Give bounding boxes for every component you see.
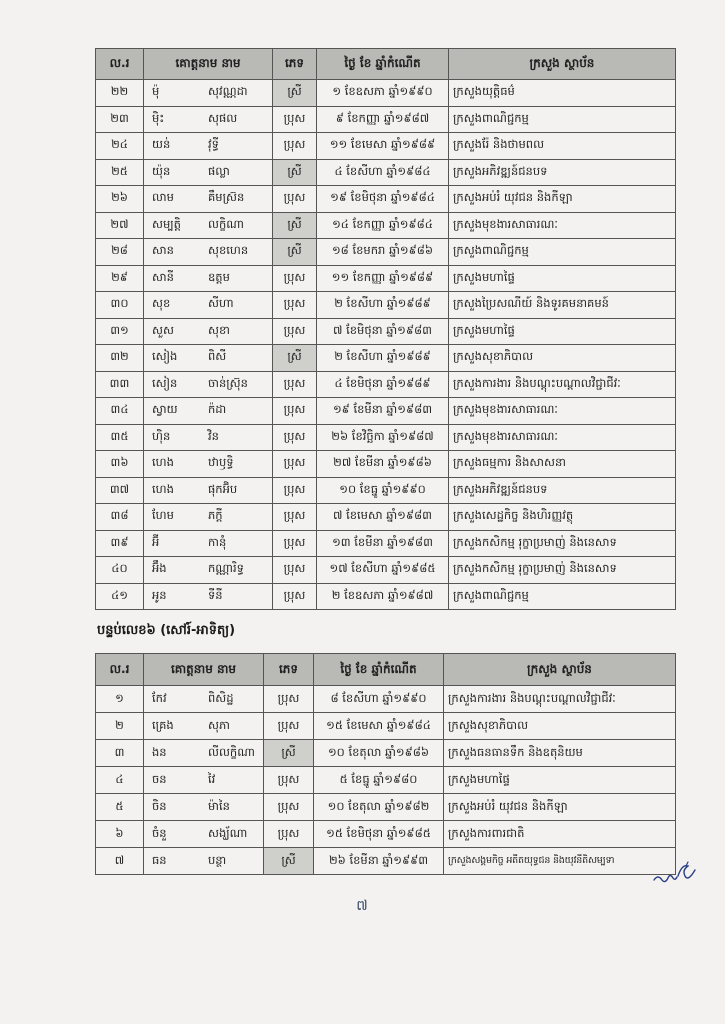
row-number: ២៩ — [96, 265, 144, 292]
full-name-cell — [144, 133, 273, 160]
row-number: ៣៣ — [96, 371, 144, 398]
full-name-cell — [144, 239, 273, 266]
row-number: ៣៧ — [96, 477, 144, 504]
table-row — [96, 583, 676, 610]
table-row — [96, 686, 676, 713]
full-name-cell — [144, 767, 264, 794]
table-row — [96, 345, 676, 372]
family-name: សម្បត្តិ — [152, 216, 181, 231]
birth-date-cell: ៥ ខែធ្នូ ឆ្នាំ១៩៨០ — [314, 767, 444, 794]
table-row — [96, 212, 676, 239]
sex-cell: ស្រី — [273, 212, 317, 239]
sex-cell: ប្រុស — [273, 318, 317, 345]
ministry-cell: ក្រសួងអប់រំ យុវជន និងកីឡា — [449, 186, 676, 213]
birth-date-cell: ១ ខែឧសភា ឆ្នាំ១៩៩០ — [317, 80, 449, 107]
table-row — [96, 767, 676, 794]
row-number: ៥ — [96, 794, 144, 821]
row-number: ២៨ — [96, 239, 144, 266]
birth-date-cell: ១០ ខែតុលា ឆ្នាំ១៩៨២ — [314, 794, 444, 821]
family-name: ងន — [152, 744, 167, 759]
row-number: ៤ — [96, 767, 144, 794]
ministry-cell: ក្រសួងមហាផ្ទៃ — [449, 265, 676, 292]
family-name: សុខ — [152, 296, 171, 311]
birth-date-cell: ១៣ ខែមីនា ឆ្នាំ១៩៨៣ — [317, 530, 449, 557]
header-name: គោត្តនាម នាម — [144, 654, 264, 686]
full-name-cell — [144, 292, 273, 319]
birth-date-cell: ១៨ ខែមករា ឆ្នាំ១៩៨៦ — [317, 239, 449, 266]
ministry-cell: ក្រសួងពាណិជ្ជកម្ម — [449, 106, 676, 133]
full-name-cell — [144, 80, 273, 107]
ministry-cell: ក្រសួងសុខាភិបាល — [444, 713, 676, 740]
family-name: ហេង — [152, 455, 174, 470]
row-number: ៣២ — [96, 345, 144, 372]
table-row — [96, 371, 676, 398]
given-name: សុខា — [208, 322, 230, 337]
sex-cell: ប្រុស — [273, 371, 317, 398]
birth-date-cell: ១៤ ខែកញ្ញា ឆ្នាំ១៩៨៤ — [317, 212, 449, 239]
family-name: ចិន — [152, 798, 167, 813]
family-name: សាន — [152, 243, 174, 258]
table-row — [96, 848, 676, 875]
table-row — [96, 713, 676, 740]
family-name: ម៉ិះ — [152, 110, 165, 125]
sex-cell: ប្រុស — [273, 424, 317, 451]
full-name-cell — [144, 371, 273, 398]
full-name-cell — [144, 212, 273, 239]
given-name: ឋាឫទ្ធិ — [208, 455, 234, 470]
header-dob: ថ្ងៃ ខែ ឆ្នាំកំណើត — [314, 654, 444, 686]
full-name-cell — [144, 740, 264, 767]
given-name: កានុំ — [208, 534, 227, 549]
full-name-cell — [144, 159, 273, 186]
ministry-cell: ក្រសួងសុខាភិបាល — [449, 345, 676, 372]
given-name: សុភា — [208, 717, 230, 732]
given-name: ពិសិដ្ឋ — [208, 690, 234, 705]
ministry-cell: ក្រសួងអភិវឌ្ឍន៍ជនបទ — [449, 159, 676, 186]
birth-date-cell: ៧ ខែមិថុនា ឆ្នាំ១៩៨៣ — [317, 318, 449, 345]
family-name: អ៊ឹង — [152, 561, 167, 576]
sex-cell: ស្រី — [264, 848, 314, 875]
row-number: ២៥ — [96, 159, 144, 186]
sex-cell: ស្រី — [273, 159, 317, 186]
row-number: ៣១ — [96, 318, 144, 345]
ministry-cell: ក្រសួងអភិវឌ្ឍន៍ជនបទ — [449, 477, 676, 504]
row-number: ២៦ — [96, 186, 144, 213]
full-name-cell — [144, 583, 273, 610]
sex-cell: ប្រុស — [273, 133, 317, 160]
family-name: ចំនួ — [152, 825, 167, 840]
ministry-cell: ក្រសួងប្រៃសណីយ៍ និងទូរគមនាគមន៍ — [449, 292, 676, 319]
ministry-cell: ក្រសួងរ៉ែ និងថាមពល — [449, 133, 676, 160]
given-name: វៃ — [208, 771, 216, 786]
header-ministry: ក្រសួង ស្ថាប័ន — [444, 654, 676, 686]
family-name: ស្វាយ — [152, 402, 178, 417]
table-row — [96, 557, 676, 584]
given-name: វុទ្ធី — [208, 137, 219, 152]
table-row — [96, 398, 676, 425]
table-row — [96, 477, 676, 504]
ministry-cell: ក្រសួងធម្មការ និងសាសនា — [449, 451, 676, 478]
header-dob: ថ្ងៃ ខែ ឆ្នាំកំណើត — [317, 49, 449, 80]
table-row — [96, 530, 676, 557]
sex-cell: ប្រុស — [273, 292, 317, 319]
family-name: ហេង — [152, 481, 174, 496]
full-name-cell — [144, 821, 264, 848]
birth-date-cell: ២៧ ខែមីនា ឆ្នាំ១៩៨៦ — [317, 451, 449, 478]
sex-cell: ប្រុស — [264, 821, 314, 848]
given-name: ឧត្ដម — [208, 269, 230, 284]
sex-cell: ប្រុស — [273, 106, 317, 133]
row-number: ៣៩ — [96, 530, 144, 557]
family-name: ហ៊ិន — [152, 428, 171, 443]
birth-date-cell: ៩ ខែកញ្ញា ឆ្នាំ១៩៨៧ — [317, 106, 449, 133]
birth-date-cell: ១៥ ខែមេសា ឆ្នាំ១៩៨៤ — [314, 713, 444, 740]
birth-date-cell: ៨ ខែសីហា ឆ្នាំ១៩៩០ — [314, 686, 444, 713]
ministry-cell: ក្រសួងពាណិជ្ជកម្ម — [449, 583, 676, 610]
birth-date-cell: ១៩ ខែមីនា ឆ្នាំ១៩៨៣ — [317, 398, 449, 425]
family-name: អូន — [152, 587, 167, 602]
row-number: ១ — [96, 686, 144, 713]
table-row — [96, 318, 676, 345]
table-row — [96, 106, 676, 133]
row-number: ៦ — [96, 821, 144, 848]
given-name: ម៉ានៃ — [208, 798, 230, 813]
table-row — [96, 794, 676, 821]
birth-date-cell: ៤ ខែសីហា ឆ្នាំ១៩៨៤ — [317, 159, 449, 186]
full-name-cell — [144, 477, 273, 504]
ministry-cell: ក្រសួងយុត្តិធម៌ — [449, 80, 676, 107]
family-name: សៀន — [152, 375, 178, 390]
birth-date-cell: ១០ ខែធ្នូ ឆ្នាំ១៩៩០ — [317, 477, 449, 504]
given-name: ក៉ដា — [208, 402, 227, 417]
sex-cell: ប្រុស — [273, 530, 317, 557]
header-ministry: ក្រសួង ស្ថាប័ន — [449, 49, 676, 80]
ministry-cell: ក្រសួងការងារ និងបណ្តុះបណ្តាលវិជ្ជាជីវៈ — [449, 371, 676, 398]
full-name-cell — [144, 398, 273, 425]
row-number: ២៧ — [96, 212, 144, 239]
ministry-cell: ក្រសួងមុខងារសាធារណៈ — [449, 424, 676, 451]
given-name: លក្ខិណា — [208, 216, 244, 231]
family-name: សានី — [152, 269, 174, 284]
family-name: ធន — [152, 852, 167, 867]
birth-date-cell: ១៥ ខែមិថុនា ឆ្នាំ១៩៨៥ — [314, 821, 444, 848]
row-number: ២ — [96, 713, 144, 740]
full-name-cell — [144, 318, 273, 345]
given-name: បន្ថា — [208, 852, 227, 867]
given-name: ទីនី — [208, 587, 223, 602]
family-name: អ៊ី — [152, 534, 160, 549]
birth-date-cell: ១៧ ខែសីហា ឆ្នាំ១៩៨៥ — [317, 557, 449, 584]
birth-date-cell: ២ ខែសីហា ឆ្នាំ១៩៨៩ — [317, 292, 449, 319]
sex-cell: ប្រុស — [264, 713, 314, 740]
ministry-cell: ក្រសួងកសិកម្ម រុក្ខាប្រមាញ់ និងនេសាទ — [449, 530, 676, 557]
sex-cell: ប្រុស — [264, 794, 314, 821]
table-row — [96, 451, 676, 478]
full-name-cell — [144, 106, 273, 133]
row-number: ៤១ — [96, 583, 144, 610]
row-number: ២៤ — [96, 133, 144, 160]
table-body-2 — [96, 686, 676, 875]
full-name-cell — [144, 686, 264, 713]
birth-date-cell: ១៩ ខែមិថុនា ឆ្នាំ១៩៨៤ — [317, 186, 449, 213]
ministry-cell: ក្រសួងធនធានទឹក និងឧតុនិយម — [444, 740, 676, 767]
table-row — [96, 133, 676, 160]
sex-cell: ប្រុស — [273, 186, 317, 213]
family-name: យន់ — [152, 137, 171, 152]
table-row — [96, 265, 676, 292]
full-name-cell — [144, 265, 273, 292]
section-title-room6: បន្ទប់លេខ៦ (សៅរ៍-អាទិត្យ) — [97, 623, 236, 638]
given-name: កណ្ណារិទ្ធ — [208, 561, 244, 576]
given-name: សីហា — [208, 296, 234, 311]
row-number: ៣៤ — [96, 398, 144, 425]
given-name: ពិសី — [208, 349, 227, 364]
ministry-cell: ក្រសួងពាណិជ្ជកម្ម — [449, 239, 676, 266]
table-row — [96, 821, 676, 848]
signature-mark — [650, 858, 710, 894]
ministry-cell: ក្រសួងមុខងារសាធារណៈ — [449, 212, 676, 239]
sex-cell: ប្រុស — [264, 767, 314, 794]
birth-date-cell: ២ ខែសីហា ឆ្នាំ១៩៨៩ — [317, 345, 449, 372]
family-name: កែវ — [152, 690, 167, 705]
table-row — [96, 80, 676, 107]
birth-date-cell: ២៦ ខែមីនា ឆ្នាំ១៩៩៣ — [314, 848, 444, 875]
birth-date-cell: ២ ខែឧសភា ឆ្នាំ១៩៨៧ — [317, 583, 449, 610]
full-name-cell — [144, 451, 273, 478]
given-name: វិន — [208, 428, 219, 443]
family-name: លាម — [152, 190, 174, 205]
table-row — [96, 504, 676, 531]
ministry-cell: ក្រសួងមុខងារសាធារណៈ — [449, 398, 676, 425]
row-number: ៤០ — [96, 557, 144, 584]
header-sex: ភេទ — [264, 654, 314, 686]
row-number: ២៣ — [96, 106, 144, 133]
given-name: ភក្តី — [208, 508, 223, 523]
row-number: ៧ — [96, 848, 144, 875]
full-name-cell — [144, 794, 264, 821]
table-row — [96, 159, 676, 186]
family-name: សួស — [152, 322, 174, 337]
row-number: ៣៦ — [96, 451, 144, 478]
table-body-1 — [96, 80, 676, 610]
given-name: សុខហេន — [208, 243, 249, 258]
birth-date-cell: ១០ ខែតុលា ឆ្នាំ១៩៨៦ — [314, 740, 444, 767]
sex-cell: ប្រុស — [273, 398, 317, 425]
full-name-cell — [144, 504, 273, 531]
family-name: ចន — [152, 771, 167, 786]
ministry-cell: ក្រសួងសេដ្ឋកិច្ច និងហិរញ្ញវត្ថុ — [449, 504, 676, 531]
given-name: ផុកអ៊ិប — [208, 481, 238, 496]
row-number: ៣ — [96, 740, 144, 767]
given-name: គឹមស្រ៊ន — [208, 190, 245, 205]
ministry-cell: ក្រសួងមហាផ្ទៃ — [449, 318, 676, 345]
row-number: ៣៥ — [96, 424, 144, 451]
sex-cell: ប្រុស — [273, 504, 317, 531]
ministry-cell: ក្រសួងការពារជាតិ — [444, 821, 676, 848]
ministry-cell: ក្រសួងកសិកម្ម រុក្ខាប្រមាញ់ និងនេសាទ — [449, 557, 676, 584]
sex-cell: ប្រុស — [273, 557, 317, 584]
header-sex: ភេទ — [273, 49, 317, 80]
full-name-cell — [144, 713, 264, 740]
table-header-row — [96, 654, 676, 686]
row-number: ២២ — [96, 80, 144, 107]
full-name-cell — [144, 848, 264, 875]
family-name: សៀង — [152, 349, 178, 364]
given-name: សុវណ្ណដា — [208, 84, 248, 99]
participants-table-2 — [95, 653, 676, 875]
table-row — [96, 239, 676, 266]
participants-table-1 — [95, 48, 676, 610]
header-no: ល.រ — [96, 654, 144, 686]
given-name: ផល្លា — [208, 163, 230, 178]
header-no: ល.រ — [96, 49, 144, 80]
ministry-cell: ក្រសួងសង្គមកិច្ច អតីតយុទ្ធជន និងយុវនីតិសម្បទា — [444, 848, 676, 875]
header-name: គោត្តនាម នាម — [144, 49, 273, 80]
full-name-cell — [144, 186, 273, 213]
given-name: លីលក្ខិណា — [208, 744, 255, 759]
full-name-cell — [144, 530, 273, 557]
ministry-cell: ក្រសួងការងារ និងបណ្តុះបណ្តាលវិជ្ជាជីវៈ — [444, 686, 676, 713]
birth-date-cell: ១១ ខែកញ្ញា ឆ្នាំ១៩៨៩ — [317, 265, 449, 292]
sex-cell: ស្រី — [273, 80, 317, 107]
sex-cell: ប្រុស — [273, 265, 317, 292]
row-number: ៣០ — [96, 292, 144, 319]
ministry-cell: ក្រសួងមហាផ្ទៃ — [444, 767, 676, 794]
ministry-cell: ក្រសួងអប់រំ យុវជន និងកីឡា — [444, 794, 676, 821]
full-name-cell — [144, 345, 273, 372]
table-row — [96, 424, 676, 451]
table-row — [96, 740, 676, 767]
given-name: សុផល — [208, 110, 238, 125]
sex-cell: ស្រី — [273, 239, 317, 266]
full-name-cell — [144, 557, 273, 584]
sex-cell: ស្រី — [273, 345, 317, 372]
table-header-row — [96, 49, 676, 80]
family-name: យ៉ុន — [152, 163, 171, 178]
given-name: ចាន់ស្រ៊ុន — [208, 375, 248, 390]
sex-cell: ស្រី — [264, 740, 314, 767]
birth-date-cell: ១១ ខែមេសា ឆ្នាំ១៩៨៩ — [317, 133, 449, 160]
sex-cell: ប្រុស — [273, 451, 317, 478]
table-row — [96, 292, 676, 319]
family-name: ហែម — [152, 508, 174, 523]
sex-cell: ប្រុស — [264, 686, 314, 713]
given-name: សង្ឃ័ណា — [208, 825, 248, 840]
table-row — [96, 186, 676, 213]
birth-date-cell: ៧ ខែមេសា ឆ្នាំ១៩៨៣ — [317, 504, 449, 531]
birth-date-cell: ៤ ខែមិថុនា ឆ្នាំ១៩៨៩ — [317, 371, 449, 398]
sex-cell: ប្រុស — [273, 477, 317, 504]
family-name: គ្រេង — [152, 717, 174, 732]
full-name-cell — [144, 424, 273, 451]
birth-date-cell: ២៦ ខែវិច្ឆិកា ឆ្នាំ១៩៨៧ — [317, 424, 449, 451]
row-number: ៣៨ — [96, 504, 144, 531]
page-number: ៧ — [356, 898, 368, 914]
family-name: ម៉ុ — [152, 84, 160, 99]
sex-cell: ប្រុស — [273, 583, 317, 610]
